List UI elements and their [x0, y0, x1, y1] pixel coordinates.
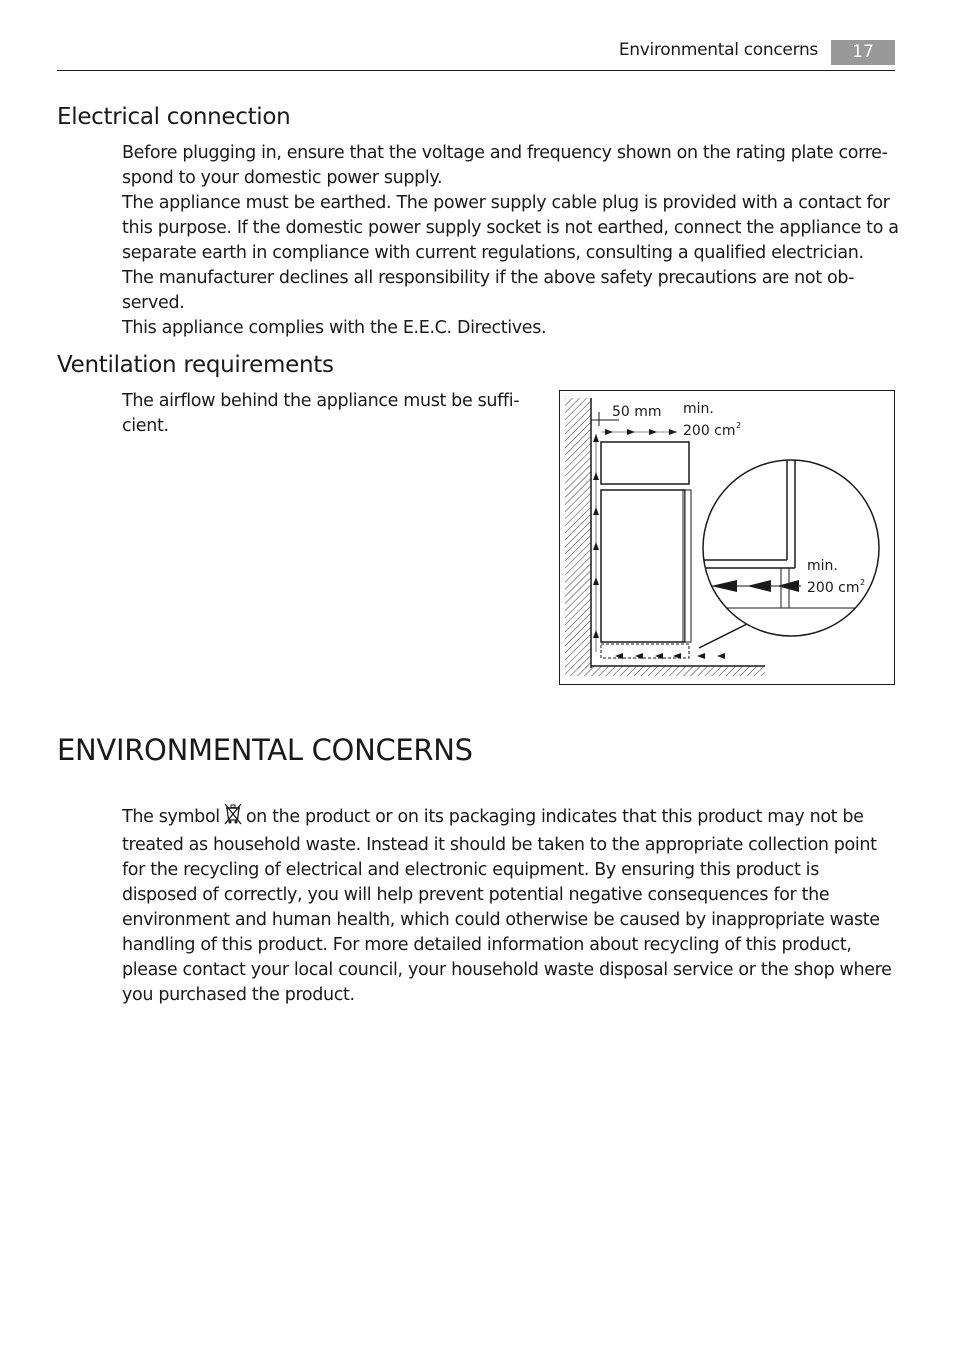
text-line: disposed of correctly, you will help prevent potential negative consequences for the [122, 885, 830, 905]
detail-magnifier [703, 460, 879, 636]
text-line: The manufacturer declines all responsibility if the above safety precautions are not ob- [122, 268, 855, 288]
wall-hatch [565, 398, 591, 668]
text-line: for the recycling of electrical and electronic equipment. By ensuring this product is [122, 860, 819, 880]
environmental-concerns-title: ENVIRONMENTAL CONCERNS [57, 733, 473, 767]
detail-area-label: 200 cm [807, 580, 860, 596]
electrical-connection-heading: Electrical connection [57, 104, 291, 130]
text-line: separate earth in compliance with current regulations, consulting a qualified electrician. [122, 243, 864, 263]
text-line: you purchased the product. [122, 985, 355, 1005]
text-line: treated as household waste. Instead it should be taken to the appropriate collection point [122, 835, 877, 855]
gap-label: 50 mm [612, 404, 662, 420]
text-line: environment and human health, which could otherwise be caused by inappropriate waste [122, 910, 880, 930]
ventilation-diagram [559, 390, 895, 685]
ventilation-requirements-heading: Ventilation requirements [57, 352, 334, 378]
upper-cabinet [601, 442, 689, 484]
crossed-out-wheelie-bin-icon [223, 803, 243, 833]
running-header-title: Environmental concerns [618, 40, 818, 60]
text-line: served. [122, 293, 185, 313]
text-line: this purpose. If the domestic power supply socket is not earthed, connect the appliance to a [122, 218, 899, 238]
page-number: 17 [831, 40, 895, 65]
ventilation-requirements-text [122, 389, 519, 439]
detail-area-exponent: 2 [860, 578, 866, 587]
text-line: Before plugging in, ensure that the voltage and frequency shown on the rating plate corre- [122, 143, 888, 163]
environmental-concerns-text [122, 803, 892, 1008]
text-line: cient. [122, 416, 169, 436]
text-line: The appliance must be earthed. The power supply cable plug is provided with a contact for [122, 193, 890, 213]
top-area-exponent: 2 [736, 421, 742, 430]
text-line: handling of this product. For more detailed information about recycling of this product, [122, 935, 852, 955]
appliance-door [685, 490, 691, 642]
text-line: please contact your local council, your household waste disposal service or the shop where [122, 960, 892, 980]
header-divider [57, 70, 895, 71]
text-line: spond to your domestic power supply. [122, 168, 443, 188]
floor-hatch [565, 666, 765, 676]
text-line: The airflow behind the appliance must be suffi- [122, 391, 520, 411]
text-after-icon: on the product or on its packaging indicates that this product may not be [245, 807, 864, 827]
text-line-with-icon [122, 803, 892, 833]
electrical-connection-text [122, 141, 899, 341]
text-line: This appliance complies with the E.E.C. Directives. [122, 318, 547, 338]
top-area-label: 200 cm [683, 423, 736, 439]
appliance-body [601, 490, 685, 642]
text-before-icon: The symbol [122, 807, 220, 827]
top-min-label: min. [683, 401, 714, 417]
detail-min-label: min. [807, 558, 838, 574]
